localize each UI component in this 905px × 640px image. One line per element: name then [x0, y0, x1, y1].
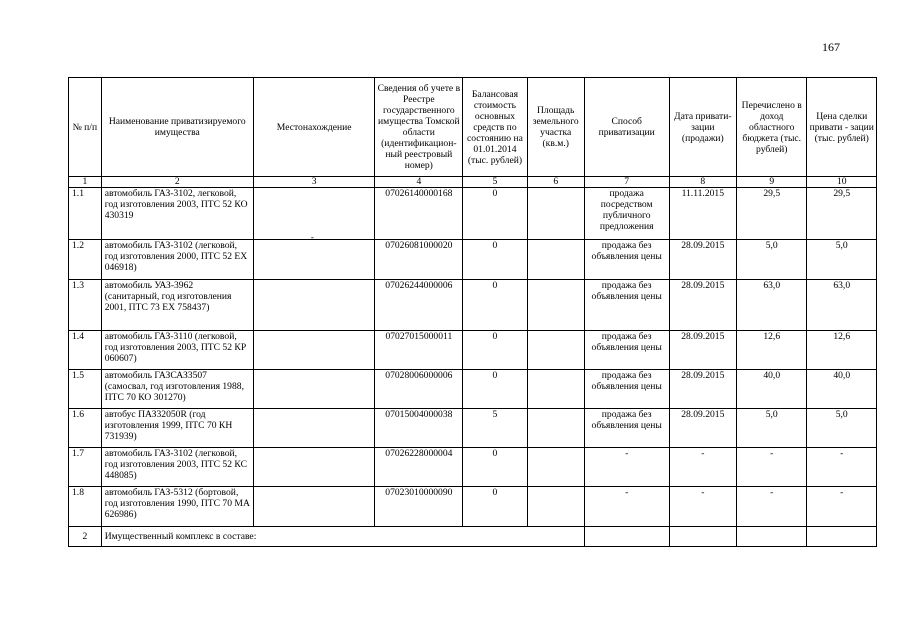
row-balance: 0 — [463, 370, 527, 409]
row-price: - — [807, 448, 877, 487]
row-price: 12,6 — [807, 331, 877, 370]
section-num: 2 — [69, 527, 102, 547]
column-number: 10 — [807, 177, 877, 188]
row-transferred: 12,6 — [737, 331, 807, 370]
section-cell — [669, 527, 736, 547]
row-location — [253, 188, 375, 240]
row-name: автомобиль ГАЗ-3102 (легковой, год изготовления 2003, ПТС 52 КС 448085) — [101, 448, 253, 487]
row-name: автомобиль УАЗ-3962 (санитарный, год изготовления 2001, ПТС 73 ЕХ 758437) — [101, 280, 253, 331]
row-area — [527, 188, 584, 240]
row-method: продажа посредством публичного предложения — [584, 188, 669, 240]
section-row — [69, 527, 877, 547]
header-location: Местонахождение — [253, 78, 375, 177]
section-cell — [584, 527, 669, 547]
row-num: 1.6 — [69, 409, 102, 448]
header-transferred: Перечислено в доход областного бюджета (тыс. рублей) — [737, 78, 807, 177]
row-num: 1.8 — [69, 487, 102, 527]
row-price: 40,0 — [807, 370, 877, 409]
header-row — [69, 78, 877, 177]
column-number: 8 — [669, 177, 736, 188]
row-location — [253, 409, 375, 448]
row-transferred: 5,0 — [737, 409, 807, 448]
row-date: 28.09.2015 — [669, 409, 736, 448]
header-name: Наименование приватизируемого имущества — [101, 78, 253, 177]
table-row — [69, 370, 877, 409]
row-location — [253, 331, 375, 370]
row-num: 1.4 — [69, 331, 102, 370]
row-method: - — [584, 487, 669, 527]
row-name: автобус ПАЗ32050R (год изготовления 1999, ПТС 70 КН 731939) — [101, 409, 253, 448]
section-cell — [737, 527, 807, 547]
table-row — [69, 331, 877, 370]
row-name: автомобиль ГАЗСАЗ3507 (самосвал, год изготовления 1988, ПТС 70 КО 301270) — [101, 370, 253, 409]
row-price: 5,0 — [807, 409, 877, 448]
table-row — [69, 280, 877, 331]
column-number: 5 — [463, 177, 527, 188]
row-balance: 0 — [463, 280, 527, 331]
row-name: автомобиль ГАЗ-5312 (бортовой, год изготовления 1990, ПТС 70 МА 626986) — [101, 487, 253, 527]
row-price: 29,5 — [807, 188, 877, 240]
privatization-table — [68, 77, 877, 547]
column-number: 6 — [527, 177, 584, 188]
row-balance: 0 — [463, 331, 527, 370]
table-row — [69, 409, 877, 448]
header-method: Способ приватизации — [584, 78, 669, 177]
table-row — [69, 240, 877, 280]
row-location — [253, 448, 375, 487]
row-date: - — [669, 448, 736, 487]
row-name: автомобиль ГАЗ-3102 (легковой, год изготовления 2000, ПТС 52 ЕХ 046918) — [101, 240, 253, 280]
row-registry: 07027015000011 — [375, 331, 463, 370]
row-date: 11.11.2015 — [669, 188, 736, 240]
row-area — [527, 240, 584, 280]
column-number: 4 — [375, 177, 463, 188]
header-num: № п/п — [69, 78, 102, 177]
row-transferred: - — [737, 448, 807, 487]
row-method: продажа без объявления цены — [584, 409, 669, 448]
row-balance: 0 — [463, 487, 527, 527]
row-method: продажа без объявления цены — [584, 331, 669, 370]
row-location — [253, 240, 375, 280]
row-name: автомобиль ГАЗ-3102, легковой, год изготовления 2003, ПТС 52 КО 430319 — [101, 188, 253, 240]
row-transferred: 5,0 — [737, 240, 807, 280]
row-transferred: 63,0 — [737, 280, 807, 331]
row-transferred: 29,5 — [737, 188, 807, 240]
row-name: автомобиль ГАЗ-3110 (легковой, год изготовления 2003, ПТС 52 КР 060607) — [101, 331, 253, 370]
row-price: - — [807, 487, 877, 527]
row-area — [527, 487, 584, 527]
column-number: 3 — [253, 177, 375, 188]
row-num: 1.3 — [69, 280, 102, 331]
row-area — [527, 448, 584, 487]
row-registry: 07026244000006 — [375, 280, 463, 331]
header-price: Цена сделки привати - зации (тыс. рублей) — [807, 78, 877, 177]
row-balance: 5 — [463, 409, 527, 448]
header-date: Дата привати-зации (продажи) — [669, 78, 736, 177]
row-method: - — [584, 448, 669, 487]
row-num: 1.2 — [69, 240, 102, 280]
header-area: Площадь земельного участка (кв.м.) — [527, 78, 584, 177]
header-balance: Балансовая стоимость основных средств по состоянию на 01.01.2014 (тыс. рублей) — [463, 78, 527, 177]
row-location — [253, 370, 375, 409]
row-date: 28.09.2015 — [669, 280, 736, 331]
column-number: 9 — [737, 177, 807, 188]
row-registry: 07026081000020 — [375, 240, 463, 280]
row-balance: 0 — [463, 240, 527, 280]
row-transferred: - — [737, 487, 807, 527]
row-date: 28.09.2015 — [669, 370, 736, 409]
column-number: 1 — [69, 177, 102, 188]
row-num: 1.5 — [69, 370, 102, 409]
row-num: 1.1 — [69, 188, 102, 240]
location-value: - — [310, 232, 314, 242]
row-balance: 0 — [463, 188, 527, 240]
table-row — [69, 487, 877, 527]
section-title: Имущественный комплекс в составе: — [101, 527, 584, 547]
row-transferred: 40,0 — [737, 370, 807, 409]
row-area — [527, 370, 584, 409]
row-location — [253, 487, 375, 527]
table-row — [69, 448, 877, 487]
row-registry: 07028006000006 — [375, 370, 463, 409]
column-number: 2 — [101, 177, 253, 188]
row-area — [527, 409, 584, 448]
row-registry: 07026140000168 — [375, 188, 463, 240]
row-method: продажа без объявления цены — [584, 240, 669, 280]
row-price: 63,0 — [807, 280, 877, 331]
row-area — [527, 280, 584, 331]
row-date: - — [669, 487, 736, 527]
header-registry: Сведения об учете в Реестре государственного имущества Томской области (идентификацион-ный реестровый номер) — [375, 78, 463, 177]
row-price: 5,0 — [807, 240, 877, 280]
table-row — [69, 188, 877, 240]
row-method: продажа без объявления цены — [584, 370, 669, 409]
column-number: 7 — [584, 177, 669, 188]
column-number-row — [69, 177, 877, 188]
page-number: 167 — [822, 40, 840, 54]
row-method: продажа без объявления цены — [584, 280, 669, 331]
section-cell — [807, 527, 877, 547]
row-registry: 07015004000038 — [375, 409, 463, 448]
row-area — [527, 331, 584, 370]
row-num: 1.7 — [69, 448, 102, 487]
row-registry: 07023010000090 — [375, 487, 463, 527]
row-date: 28.09.2015 — [669, 240, 736, 280]
row-registry: 07026228000004 — [375, 448, 463, 487]
row-location — [253, 280, 375, 331]
row-balance: 0 — [463, 448, 527, 487]
row-date: 28.09.2015 — [669, 331, 736, 370]
